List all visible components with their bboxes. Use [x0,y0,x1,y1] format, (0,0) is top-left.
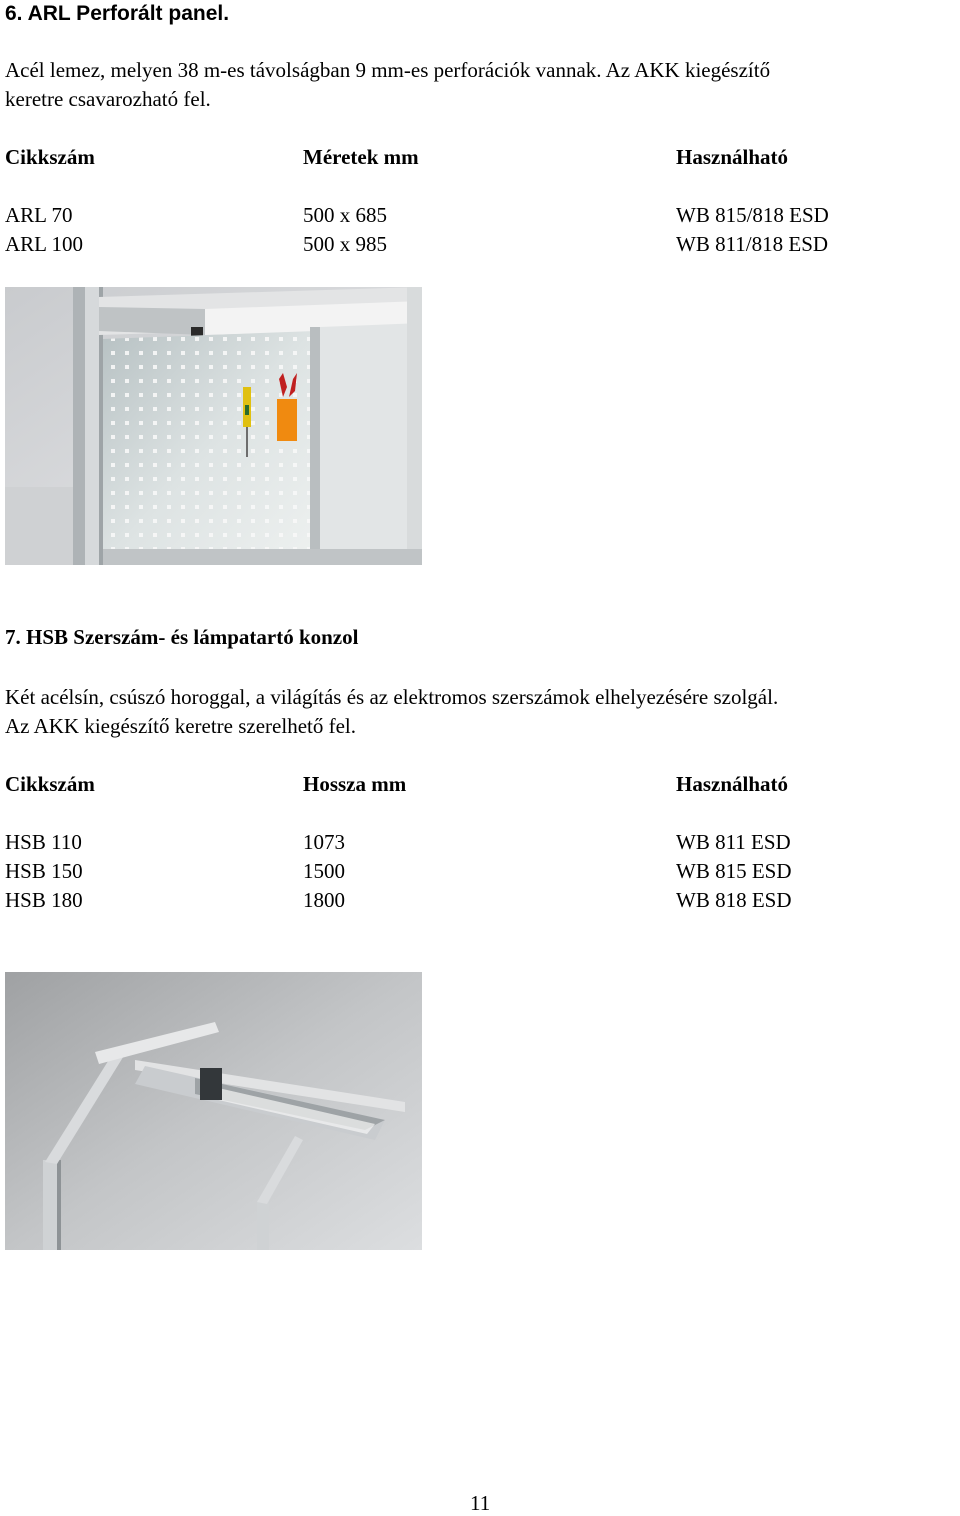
section-7-desc-line1: Két acélsín, csúszó horoggal, a világítás és az elektromos szerszámok elhelyezésére szolgál. [5,685,779,709]
table-cell: HSB 150 [5,859,83,883]
column-header-hasznalhato: Használható [676,772,789,796]
table-cell: ARL 100 [5,232,83,256]
table-cell: 1800 [303,888,345,912]
table-cell: ARL 70 [5,203,73,227]
section-6-desc-line2: keretre csavarozható fel. [5,87,211,111]
section-6-desc-line1: Acél lemez, melyen 38 m-es távolságban 9 mm-es perforációk vannak. Az AKK kiegészítő [5,58,771,82]
column-header-cikkszam: Cikkszám [5,145,95,169]
table-cell: WB 818 ESD [676,888,792,912]
table-cell: WB 811/818 ESD [676,232,829,256]
table-cell: WB 815 ESD [676,859,792,883]
table-cell: HSB 110 [5,830,82,854]
section-7-desc-line2: Az AKK kiegészítő keretre szerelhető fel. [5,714,357,738]
table-cell: 1073 [303,830,345,854]
table-cell: WB 811 ESD [676,830,791,854]
table-cell: 500 x 985 [303,232,387,256]
column-header-meretek: Méretek mm [303,145,419,169]
table-cell: 1500 [303,859,345,883]
perforated-panel-photo [5,287,422,565]
column-header-cikkszam: Cikkszám [5,772,95,796]
lamp-bracket-photo [5,972,422,1250]
section-6-title: 6. ARL Perforált panel. [5,2,230,25]
column-header-hossza: Hossza mm [303,772,407,796]
table-cell: HSB 180 [5,888,83,912]
column-header-hasznalhato: Használható [676,145,789,169]
section-7-title: 7. HSB Szerszám- és lámpatartó konzol [5,625,359,649]
page-number: 11 [470,1491,491,1515]
table-cell: WB 815/818 ESD [676,203,829,227]
table-cell: 500 x 685 [303,203,387,227]
